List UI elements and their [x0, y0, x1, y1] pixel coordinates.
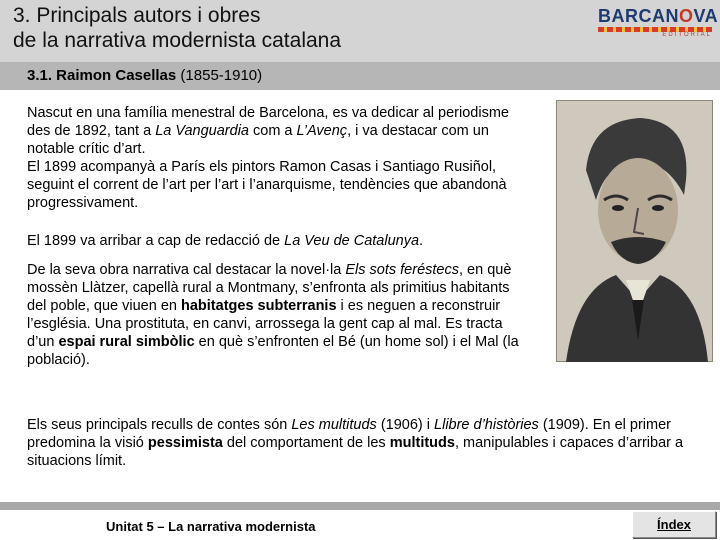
p1-newspaper-2: L’Avenç [296, 123, 348, 139]
p5-text-e: (1909). En el primer predomina la visió [27, 417, 671, 451]
p3-text-c: . [419, 233, 424, 249]
p1-text-e: , i va destacar com un notable crític d’art. [27, 123, 489, 157]
p5-text-i: , manipulables i capaces d’arribar a situacions límit. [27, 435, 684, 469]
p4-text-c: , en què mossèn Llàtzer, capellà rural a Montmany, s’enfronta als primitius habitants del poble, que viuen en [27, 262, 512, 314]
p4-novel-title: Els sots feréstecs [345, 262, 459, 278]
barcanova-logo [598, 6, 719, 38]
section-heading-years: (1855-1910) [180, 67, 263, 84]
p5-book-1: Les multituds [291, 417, 377, 433]
p5-text-g: del comportament de les [222, 435, 390, 451]
p1-text-a: Nascut en una família menestral de Barcelona, es va dedicar al periodisme des de 1892, tant a [27, 105, 509, 139]
paragraph-novel [27, 261, 527, 369]
logo-text-pre: BARCAN [598, 6, 679, 26]
logo-subtext: EDITORIAL [662, 32, 712, 38]
p5-text-c: (1906) i [376, 417, 435, 433]
slide-title [13, 3, 341, 53]
p4-text-e: i es neguen a reconstruir l’església. Una prostituta, en canvi, arrossega la gent cap al mal. Es tracta d’un [27, 298, 503, 350]
logo-wordmark [598, 6, 719, 26]
logo-text-post: VA [693, 6, 719, 26]
paragraph-5 [27, 416, 707, 470]
p4-text-a: De la seva obra narrativa cal destacar la novel·la [27, 262, 346, 278]
slide-header [0, 0, 720, 62]
p5-book-2: Llibre d’històries [434, 417, 539, 433]
p4-bold-1: habitatges subterranis [181, 298, 337, 314]
title-line-2: de la narrativa modernista catalana [13, 29, 342, 52]
paragraph-4 [27, 261, 527, 369]
paragraph-biography [27, 104, 527, 212]
paragraph-2: El 1899 acompanyà a París els pintors Ramon Casas i Santiago Rusiñol, seguint el corrent de l’art per l’art i l’anarquisme, tendències que abandonà progressivament. [27, 159, 507, 211]
logo-text-o: O [679, 6, 694, 26]
title-line-1: 3. Principals autors i obres [13, 4, 261, 27]
footer-unit-label: Unitat 5 – La narrativa modernista [106, 519, 316, 534]
p3-text-a: El 1899 va arribar a cap de redacció de [27, 233, 285, 249]
paragraph-1 [27, 104, 527, 158]
footer-bar [0, 502, 720, 510]
index-button[interactable]: Índex [632, 511, 716, 538]
p5-bold-1: pessimista [147, 435, 223, 451]
p1-text-c: com a [248, 123, 297, 139]
p4-bold-2: espai rural simbòlic [58, 334, 195, 350]
p5-bold-2: multituds [389, 435, 455, 451]
p5-text-a: Els seus principals reculls de contes són [27, 417, 292, 433]
paragraph-career [27, 232, 527, 250]
portrait-image [556, 100, 713, 362]
p4-text-g: en què s’enfronten el Bé (un home sol) i el Mal (la població). [27, 334, 519, 368]
section-bar [0, 62, 720, 90]
paragraph-3 [27, 232, 527, 250]
section-heading [27, 66, 262, 85]
section-heading-name: 3.1. Raimon Casellas [27, 67, 177, 84]
p3-newspaper: La Veu de Catalunya [284, 233, 420, 249]
paragraph-stories [27, 416, 707, 470]
p1-newspaper-1: La Vanguardia [155, 123, 249, 139]
